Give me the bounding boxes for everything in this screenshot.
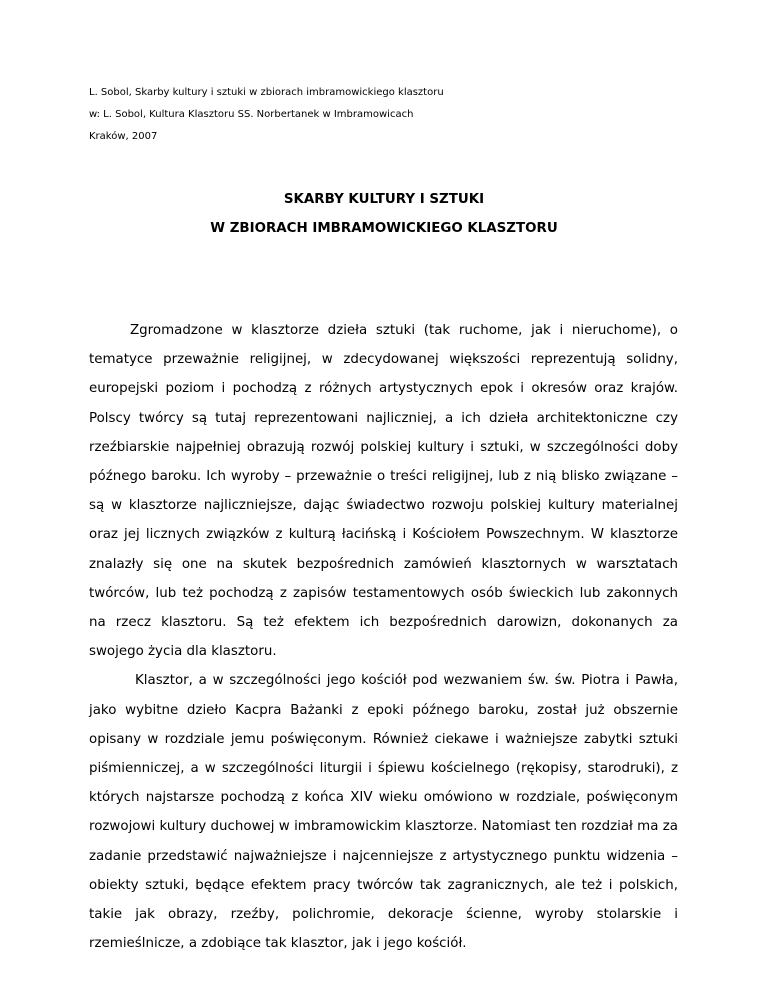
document-body (89, 316, 678, 958)
document-title-line-2: W ZBIORACH IMBRAMOWICKIEGO KLASZTORU (210, 221, 558, 236)
document-title-line-1: SKARBY KULTURY I SZTUKI (283, 192, 485, 207)
body-paragraph-2: Klasztor, a w szczególności jego kościół pod wezwaniem św. św. Piotra i Pawła, jako wybitne dzieło Kacpra Bażanki z epoki późnego baroku, został już obszernie opisany w rozdziale jemu poświęconym. Również ciekawe i ważniejsze zabytki sztuki piśmienniczej, a w szczególności liturgii i śpiewu kościelnego (rękopisy, starodruki), z których najstarsze pochodzą z końca XIV wieku omówiono w rozdziale, poświęconym rozwojowi kultury duchowej w imbramowickim klasztorze. Natomiast ten rozdział ma za zadanie przedstawić najważniejsze i najcenniejsze z artystycznego punktu widzenia – obiekty sztuki, będące efektem pracy twórców tak zagranicznych, ale też i polskich, takie jak obrazy, rzeźby, polichromie, dekoracje ścienne, wyroby stolarskie i rzemieślnicze, a zdobiące tak klasztor, jak i jego kościół. (89, 673, 678, 952)
source-citation-date: Kraków, 2007 (89, 131, 158, 142)
source-citation-line-2: w: L. Sobol, Kultura Klasztoru SS. Norbertanek w Imbramowicach (89, 109, 414, 120)
body-paragraph-1: Zgromadzone w klasztorze dzieła sztuki (tak ruchome, jak i nieruchome), o tematyce przeważnie religijnej, w zdecydowanej większości reprezentują solidny, europejski poziom i pochodzą z różnych artystycznych epok i okresów oraz krajów. Polscy twórcy są tutaj reprezentowani najliczniej, a ich dzieła architektoniczne czy rzeźbiarskie najpełniej obrazują rozwój polskiej kultury i sztuki, w szczególności doby późnego baroku. Ich wyroby – przeważnie o treści religijnej, lub z nią blisko związane – są w klasztorze najliczniejsze, dając świadectwo rozwoju polskiej kultury materialnej oraz jej licznych związków z kulturą łacińską i Kościołem Powszechnym. W klasztorze znalazły się one na skutek bezpośrednich zamówień klasztornych w warsztatach twórców, lub też pochodzą z zapisów testamentowych osób świeckich lub zakonnych na rzecz klasztoru. Są też efektem ich bezpośrednich darowizn, dokonanych za swojego życia dla klasztoru. (89, 323, 678, 660)
source-citation-line-1: L. Sobol, Skarby kultury i sztuki w zbiorach imbramowickiego klasztoru (89, 87, 444, 98)
